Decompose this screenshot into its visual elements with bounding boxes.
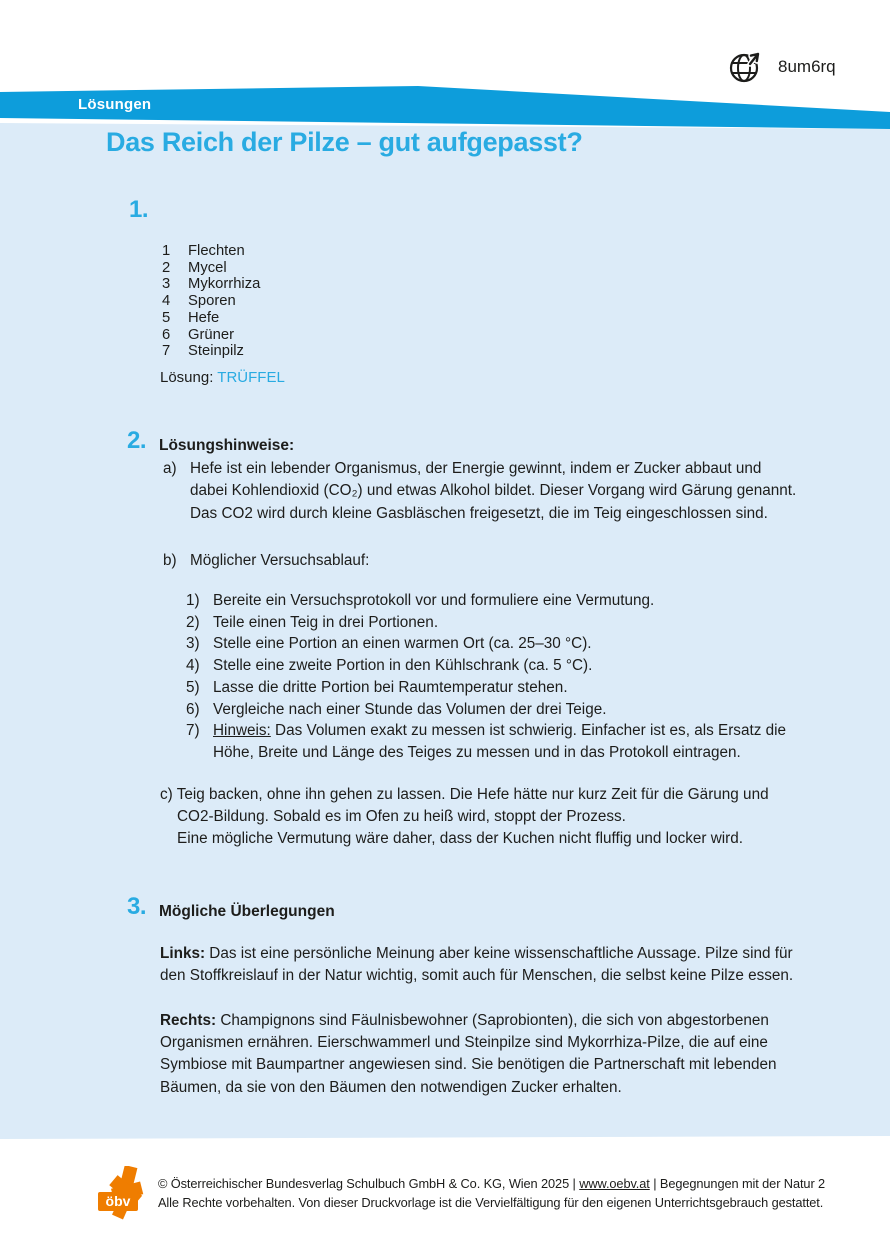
answer-a xyxy=(163,458,796,525)
footer-line1: © Österreichischer Bundesverlag Schulbuch GmbH & Co. KG, Wien 2025 | www.oebv.at | Begegnungen mit der Natur 2 xyxy=(158,1176,826,1191)
page-title: Das Reich der Pilze – gut aufgepasst? xyxy=(106,127,583,157)
globe-with-cursor-icon xyxy=(727,49,763,85)
answer-b-heading: b) Möglicher Versuchsablauf: xyxy=(163,550,369,572)
list-item xyxy=(162,276,260,293)
oebv-website-link[interactable]: www.oebv.at xyxy=(579,1176,650,1191)
section1-number: 1. xyxy=(129,196,149,223)
footer-line2: Alle Rechte vorbehalten. Von dieser Druckvorlage ist die Vervielfältigung für den eigenen Unterrichtsgebrauch gestattet. xyxy=(158,1194,824,1210)
step: 5) Lasse die dritte Portion bei Raumtemperatur stehen. xyxy=(186,678,568,696)
links-line1: Links: Das ist eine persönliche Meinung aber keine wissenschaftliche Aussage. Pilze sind für xyxy=(160,945,793,962)
item-label: Mycel xyxy=(188,259,227,276)
item-number: 4 xyxy=(162,293,171,310)
section3-number: 3. xyxy=(127,893,147,920)
list-item xyxy=(162,260,260,277)
crossword-answer-list xyxy=(162,243,260,360)
item-label: Steinpilz xyxy=(188,343,244,360)
links-label: Links: xyxy=(160,945,206,962)
step: 4) Stelle eine zweite Portion in den Kühlschrank (ca. 5 °C). xyxy=(186,657,593,675)
solution-line xyxy=(160,369,285,386)
list-item xyxy=(162,327,260,344)
step: 1) Bereite ein Versuchsprotokoll vor und formuliere eine Vermutung. xyxy=(186,592,655,609)
item-number: 1 xyxy=(162,243,171,259)
list-item xyxy=(162,243,260,260)
item-number: 3 xyxy=(162,276,171,293)
answer-b-marker: b) xyxy=(163,552,177,569)
step-hint: 7) Hinweis: Das Volumen exakt zu messen ist schwierig. Einfacher ist es, als Ersatz die xyxy=(186,720,786,742)
item-number: 6 xyxy=(162,326,171,343)
band-label-loesungen: Lösungen xyxy=(78,96,152,113)
oebv-logo xyxy=(96,1166,152,1222)
item-label: Sporen xyxy=(188,293,236,310)
step-hint-line1: Hinweis: Das Volumen exakt zu messen ist schwierig. Einfacher ist es, als Ersatz die xyxy=(213,722,787,740)
answer-a-marker: a) xyxy=(163,460,177,477)
step: 6) Vergleiche nach einer Stunde das Volumen der drei Teige. xyxy=(186,700,607,718)
list-item xyxy=(162,310,260,327)
oebv-logo-text: öbv xyxy=(105,1193,131,1209)
step-hint-line2: Höhe, Breite und Länge des Teiges zu messen und in das Protokoll eintragen. xyxy=(213,743,741,761)
list-item xyxy=(162,343,260,360)
section2-number: 2. xyxy=(127,427,147,454)
item-label: Grüner xyxy=(188,326,235,343)
answer-c: c) Teig backen, ohne ihn gehen zu lassen. Die Hefe hätte nur kurz Zeit für die Gärung und CO2-Bildung. Sobald es im Ofen zu heiß wird, stoppt der Prozess. Eine mögliche Vermutung wäre daher, dass der Kuchen nicht fluffig und locker wird. xyxy=(160,786,769,847)
cursor-arrow-icon xyxy=(750,54,758,64)
item-number: 5 xyxy=(162,309,171,326)
item-number: 7 xyxy=(162,343,171,360)
solution-label: Lösung: xyxy=(160,369,214,386)
item-label: Hefe xyxy=(188,309,220,326)
online-access-code: 8um6rq xyxy=(778,57,836,76)
item-label: Flechten xyxy=(188,243,245,259)
solution-value: TRÜFFEL xyxy=(217,369,285,386)
answer-a-text: Hefe ist ein lebender Organismus, der Energie gewinnt, indem er Zucker abbaut und dabei Kohlendioxid (CO₂) und etwas Alkohol bildet. Dieser Vorgang wird Gärung genannt. Das CO2 wird durch kleine Gasbläschen freigesetzt, die im Teig eingeschlossen sind. xyxy=(190,460,797,522)
step: 2) Teile einen Teig in drei Portionen. xyxy=(186,613,439,631)
hint-label: Hinweis: xyxy=(213,722,271,740)
section2-heading: Lösungshinweise: xyxy=(159,437,295,454)
section3-heading: Mögliche Überlegungen xyxy=(159,903,335,920)
footer-copyright xyxy=(158,1175,825,1212)
item-number: 2 xyxy=(162,259,171,276)
rechts-paragraph: Rechts: Champignons sind Fäulnisbewohner (Saprobionten), die sich von abgestorbenen Organismen ernähren. Eierschwammerl und Steinpilze sind Mykorrhiza-Pilze, die auf eine Symbiose mit Baumpartner angewiesen sind. Sie benötigen die Partnerschaft mit lebenden Bäumen, da sie von den Bäumen den notwendigen Zucker erhalten. xyxy=(160,1012,777,1096)
item-label: Mykorrhiza xyxy=(188,276,261,293)
answer-c-line1: c) Teig backen, ohne ihn gehen zu lassen. Die Hefe hätte nur kurz Zeit für die Gärung und xyxy=(160,786,769,803)
links-paragraph: Links: Das ist eine persönliche Meinung aber keine wissenschaftliche Aussage. Pilze sind für den Stoffkreislauf in der Natur wichtig, somit auch für Menschen, die selbst keine Pilze essen. xyxy=(160,945,794,985)
rechts-line1: Rechts: Champignons sind Fäulnisbewohner (Saprobionten), die sich von abgestorbenen xyxy=(160,1012,769,1029)
experiment-steps xyxy=(186,590,786,764)
rechts-label: Rechts: xyxy=(160,1012,217,1029)
step: 3) Stelle eine Portion an einen warmen Ort (ca. 25–30 °C). xyxy=(186,635,592,653)
answer-c-marker: c) xyxy=(160,786,173,803)
list-item xyxy=(162,293,260,310)
